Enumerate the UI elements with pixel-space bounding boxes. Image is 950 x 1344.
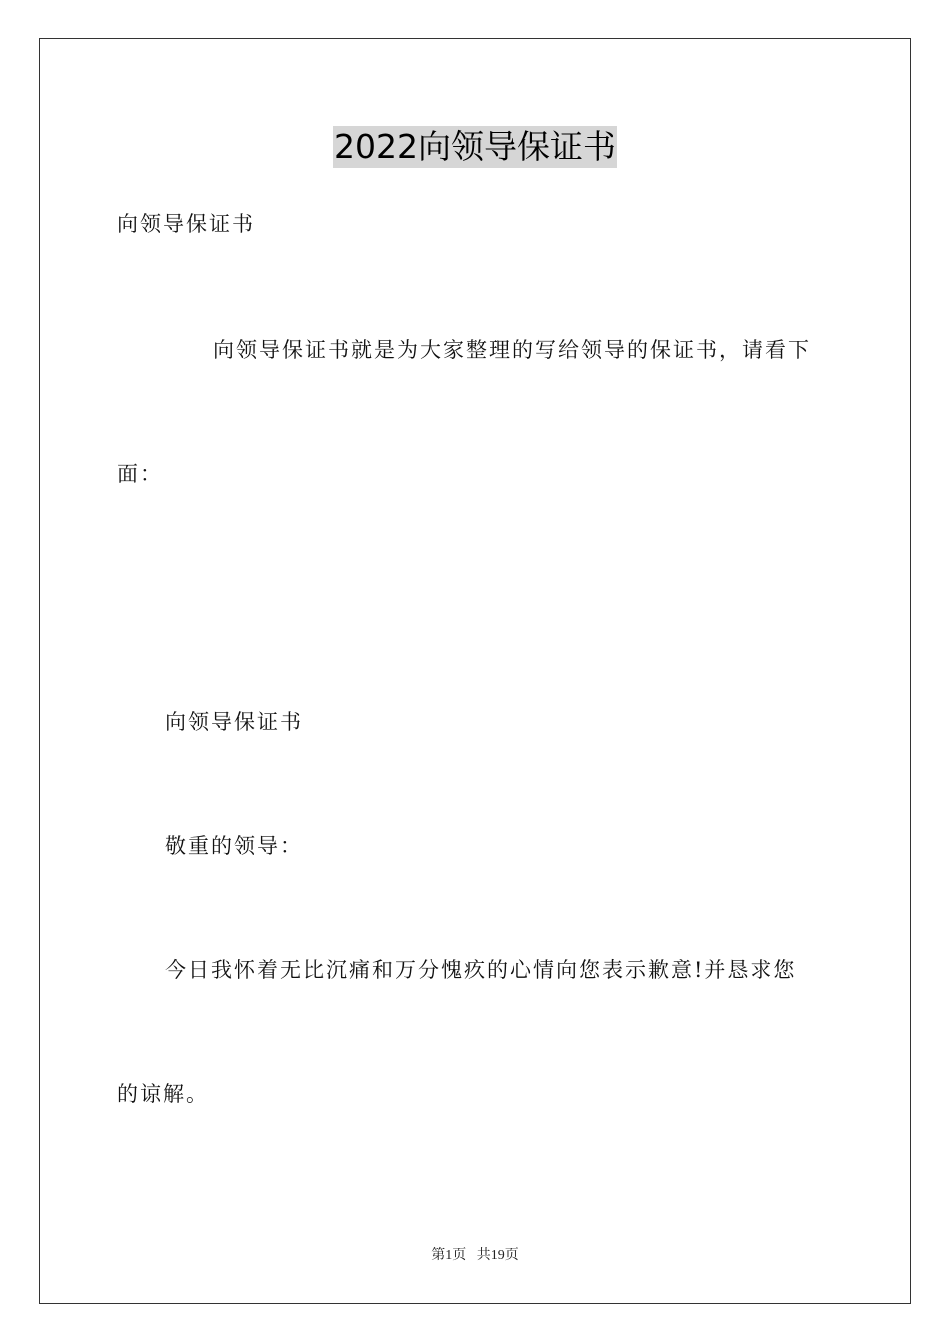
salutation: 敬重的领导： bbox=[165, 834, 303, 858]
intro-paragraph-line-1: 向领导保证书就是为大家整理的写给领导的保证书，请看下 bbox=[213, 338, 811, 362]
subtitle-line: 向领导保证书 bbox=[117, 212, 255, 236]
page-footer bbox=[0, 1247, 950, 1265]
letter-heading: 向领导保证书 bbox=[165, 710, 303, 734]
intro-paragraph-line-2: 面： bbox=[117, 462, 163, 486]
page-number: 第1页 bbox=[431, 1248, 467, 1263]
body-paragraph-line-1: 今日我怀着无比沉痛和万分愧疚的心情向您表示歉意!并恳求您 bbox=[165, 958, 797, 982]
body-paragraph-line-2: 的谅解。 bbox=[117, 1082, 209, 1106]
page-total: 共19页 bbox=[476, 1248, 519, 1263]
title-container bbox=[0, 126, 950, 168]
document-title: 2022向领导保证书 bbox=[334, 127, 616, 166]
